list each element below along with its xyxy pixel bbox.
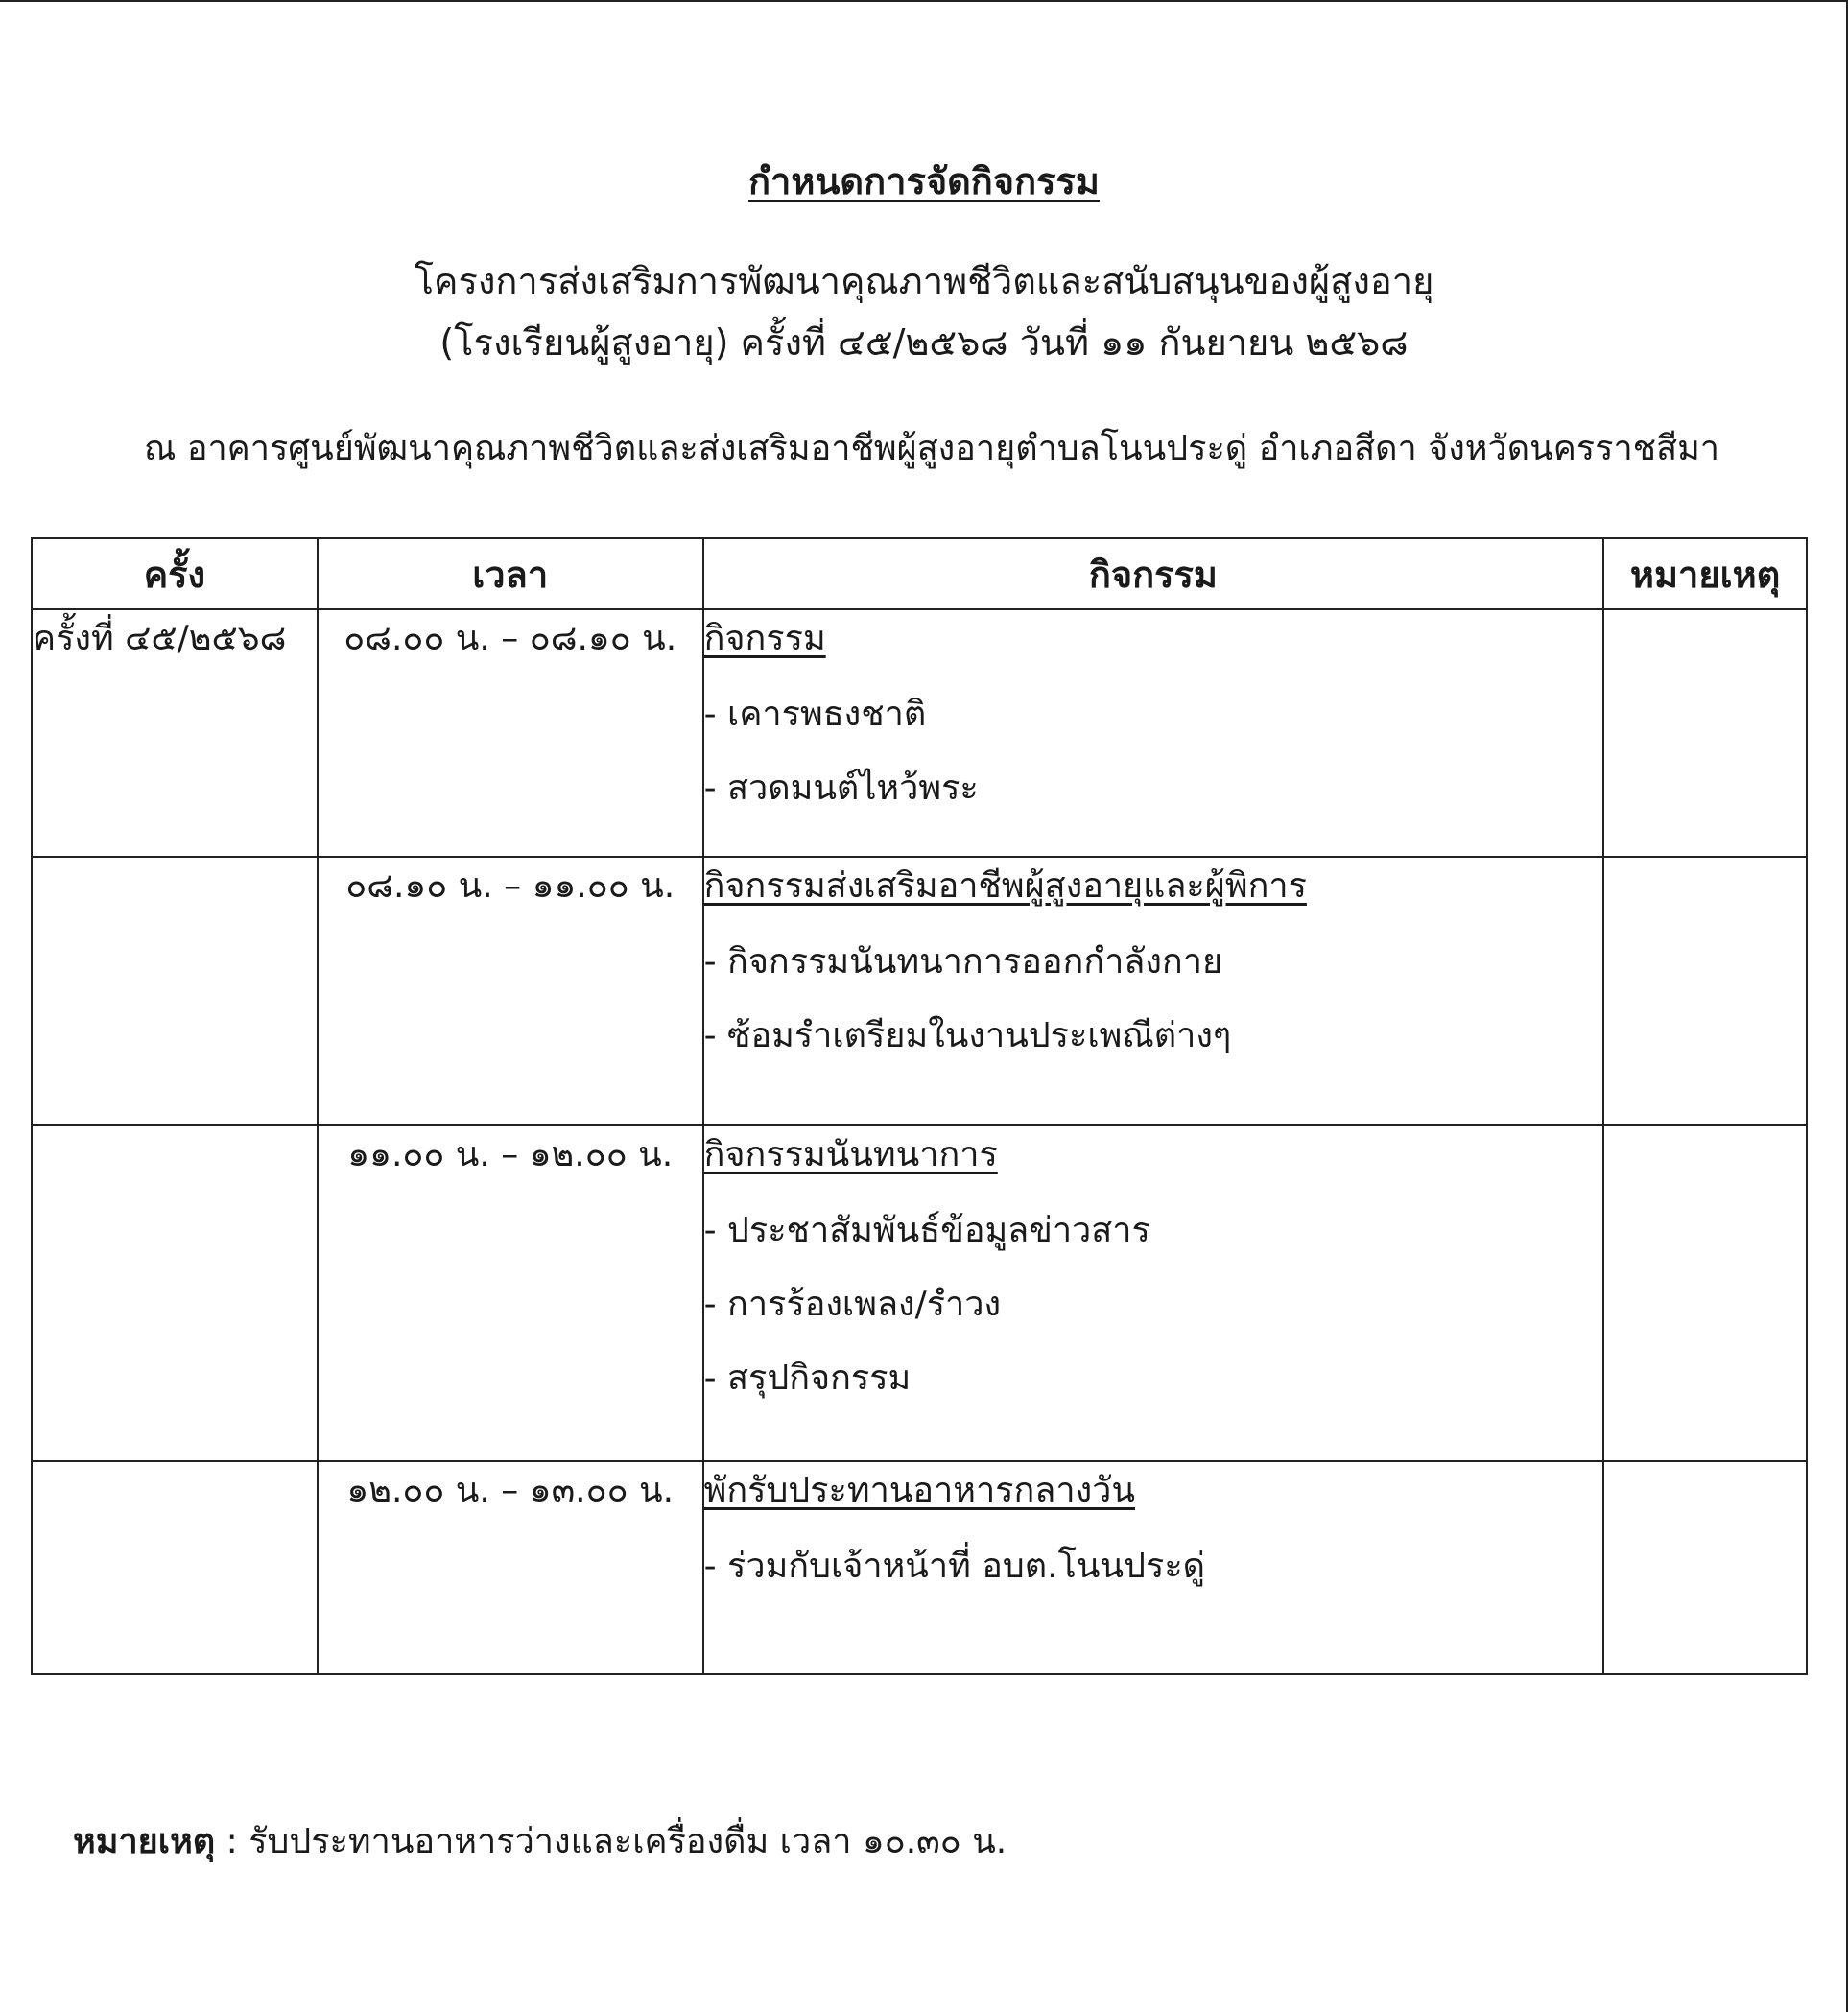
- note-cell: [1603, 1125, 1807, 1461]
- project-subtitle: โครงการส่งเสริมการพัฒนาคุณภาพชีวิตและสนับสนุนของผู้สูงอายุ: [414, 260, 1434, 302]
- header-note: หมายเหตุ: [1603, 538, 1807, 609]
- time-cell: ๑๒.๐๐ น. – ๑๓.๐๐ น.: [318, 1461, 703, 1674]
- activity-item: - สรุปกิจกรรม: [703, 1359, 912, 1398]
- note-cell: [1603, 609, 1807, 857]
- activity-item: - ร่วมกับเจ้าหน้าที่ อบต.โนนประดู่: [703, 1547, 1206, 1586]
- round-cell: [32, 857, 318, 1125]
- table-row: [32, 1461, 1807, 1674]
- round-cell: ครั้งที่ ๔๕/๒๕๖๘: [32, 609, 318, 857]
- footnote-label: หมายเหตุ: [73, 1822, 216, 1861]
- session-date-subtitle: (โรงเรียนผู้สูงอายุ) ครั้งที่ ๔๕/๒๕๖๘ วันที่ ๑๑ กันยายน ๒๕๖๘: [439, 321, 1409, 364]
- activity-item: - ประชาสัมพันธ์ข้อมูลข่าวสาร: [703, 1211, 1150, 1250]
- header-round: ครั้ง: [32, 538, 318, 609]
- activity-title: พักรับประทานอาหารกลางวัน: [703, 1471, 1135, 1510]
- time-cell: ๐๘.๑๐ น. – ๑๑.๐๐ น.: [318, 857, 703, 1125]
- venue-line: ณ อาคารศูนย์พัฒนาคุณภาพชีวิตและส่งเสริมอาชีพผู้สูงอายุตำบลโนนประดู่ อำเภอสีดา จังหวัดนครราชสีมา: [144, 429, 1720, 468]
- header-activity: กิจกรรม: [703, 538, 1604, 609]
- activity-title: กิจกรรมส่งเสริมอาชีพผู้สูงอายุและผู้พิการ: [703, 866, 1307, 906]
- time-cell: ๐๘.๐๐ น. – ๐๘.๑๐ น.: [318, 609, 703, 857]
- activity-cell: [703, 609, 1604, 857]
- table-header-row: [32, 538, 1807, 609]
- footnote: [73, 1813, 1007, 1868]
- round-cell: [32, 1461, 318, 1674]
- activity-item: - ซ้อมรำเตรียมในงานประเพณีต่างๆ: [703, 1016, 1232, 1055]
- note-cell: [1603, 857, 1807, 1125]
- round-cell: [32, 1125, 318, 1461]
- activity-cell: [703, 1125, 1604, 1461]
- table-row: [32, 857, 1807, 1125]
- time-cell: ๑๑.๐๐ น. – ๑๒.๐๐ น.: [318, 1125, 703, 1461]
- document-title: กำหนดการจัดกิจกรรม: [748, 160, 1100, 202]
- footnote-text: : รับประทานอาหารว่างและเครื่องดื่ม เวลา ๑๐.๓๐ น.: [215, 1822, 1007, 1861]
- activity-item: - สวดมนต์ไหว้พระ: [703, 769, 979, 808]
- activity-item: - เคารพธงชาติ: [703, 695, 927, 734]
- note-cell: [1603, 1461, 1807, 1674]
- activity-item: - กิจกรรมนันทนาการออกกำลังกาย: [703, 942, 1223, 982]
- activity-title: กิจกรรมนันทนาการ: [703, 1135, 998, 1174]
- activity-item: - การร้องเพลง/รำวง: [703, 1285, 1002, 1324]
- activity-cell: [703, 857, 1604, 1125]
- table-row: [32, 609, 1807, 857]
- schedule-table: [31, 537, 1808, 1675]
- table-row: [32, 1125, 1807, 1461]
- activity-title: กิจกรรม: [703, 619, 826, 658]
- activity-cell: [703, 1461, 1604, 1674]
- page-border-top: [0, 0, 1848, 2]
- header-time: เวลา: [318, 538, 703, 609]
